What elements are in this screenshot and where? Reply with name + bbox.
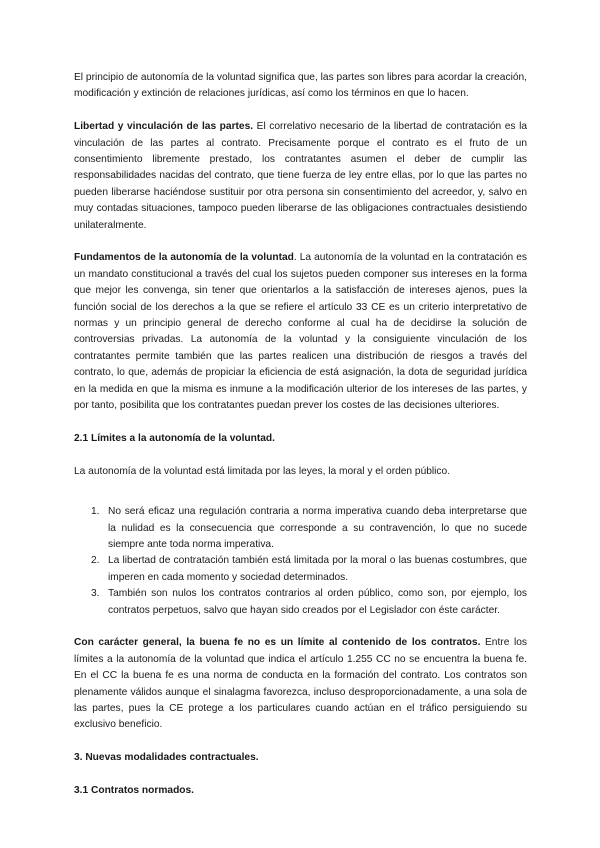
- list-item: [74, 504, 527, 553]
- limites-heading: 2.1 Límites a la autonomía de la voluntad.: [74, 432, 275, 444]
- buena-fe-title: Con carácter general, la buena fe no es un límite al contenido de los contratos.: [74, 637, 481, 649]
- buena-fe-paragraph: [74, 635, 527, 733]
- list-item: [74, 553, 527, 586]
- list-item-text: También son nulos los contratos contrarios al orden público, como son, por ejemplo, los contratos perpetuos, salvo que hayan sido creados por el Legislador con éste carácter.: [108, 588, 527, 616]
- list-item-number: 2.: [91, 555, 100, 567]
- libertad-body: El correlativo necesario de la libertad de contratación es la vinculación de las partes al contrato. Precisamente porque el contrato es el fruto de un consentimiento libremente prestado, los contratantes asumen el deber de cumplir las responsabilidades nacidas del contrato, que tiene fuerza de ley entre ellas, por lo que las partes no pueden liberarse haciéndose sustituir por otra persona sin consentimiento del acreedor, y, salvo en muy contadas situaciones, tampoco pueden liberarse de las obligaciones contractuales desistiendo unilateralmente.: [74, 121, 527, 231]
- fundamentos-body: . La autonomía de la voluntad en la contratación es un mandato constitucional a través del cual los sujetos pueden componer sus intereses en la forma que mejor les convenga, sin tener que orientarlos a la satisfacción de intereses ajenos, pues la función social de los derechos a la que se refiere el artículo 33 CE es un criterio interpretativo de normas y un principio general de derecho conforme al cual ha de decidirse la solución de controversias privadas. La autonomía de la voluntad y la consiguiente vinculación de los contratantes permite también que las partes realicen una distribución de riesgos a través del contrato, lo que, además de propiciar la eficiencia de está asignación, la dota de seguridad jurídica en la medida en que la misma es inmune a la modificación ulterior de los intereses de las partes, y por tanto, posibilita que los contratantes puedan prever los costes de las decisiones ulteriores.: [74, 252, 527, 412]
- libertad-paragraph: [74, 119, 527, 234]
- list-item-number: 3.: [91, 588, 100, 600]
- document-page: [74, 70, 527, 799]
- fundamentos-title: Fundamentos de la autonomía de la voluntad: [74, 252, 294, 264]
- list-item-text: La libertad de contratación también está limitada por la moral o las buenas costumbres, que imperen en cada momento y sociedad determinados.: [108, 555, 527, 583]
- buena-fe-body: Entre los límites a la autonomía de la voluntad que indica el artículo 1.255 CC no se encuentra la buena fe. En el CC la buena fe es una norma de conducta en la formación del contrato. Los contratos son plenamente válidos aunque el sinalagma favorezca, incluso desproporcionadamente, a una sola de las partes, pues la CE protege a los particulares cuando actúan en el tráfico persiguiendo su exclusivo beneficio.: [74, 637, 527, 731]
- limits-list: [74, 504, 527, 619]
- list-item-number: 1.: [91, 506, 100, 518]
- limites-intro: La autonomía de la voluntad está limitada por las leyes, la moral y el orden público.: [74, 465, 451, 477]
- fundamentos-paragraph: [74, 250, 527, 414]
- intro-paragraph: El principio de autonomía de la voluntad significa que, las partes son libres para acordar la creación, modificación y extinción de relaciones jurídicas, así como los términos en que lo hacen.: [74, 72, 527, 100]
- nuevas-modalidades-heading: 3. Nuevas modalidades contractuales.: [74, 752, 259, 764]
- list-item: [74, 586, 527, 619]
- contratos-normados-heading: 3.1 Contratos normados.: [74, 784, 195, 796]
- list-item-text: No será eficaz una regulación contraria a norma imperativa cuando deba interpretarse que la nulidad es la consecuencia que corresponde a su contravención, lo que no sucede siempre ante toda norma imperativa.: [108, 506, 527, 550]
- libertad-title: Libertad y vinculación de las partes.: [74, 121, 254, 133]
